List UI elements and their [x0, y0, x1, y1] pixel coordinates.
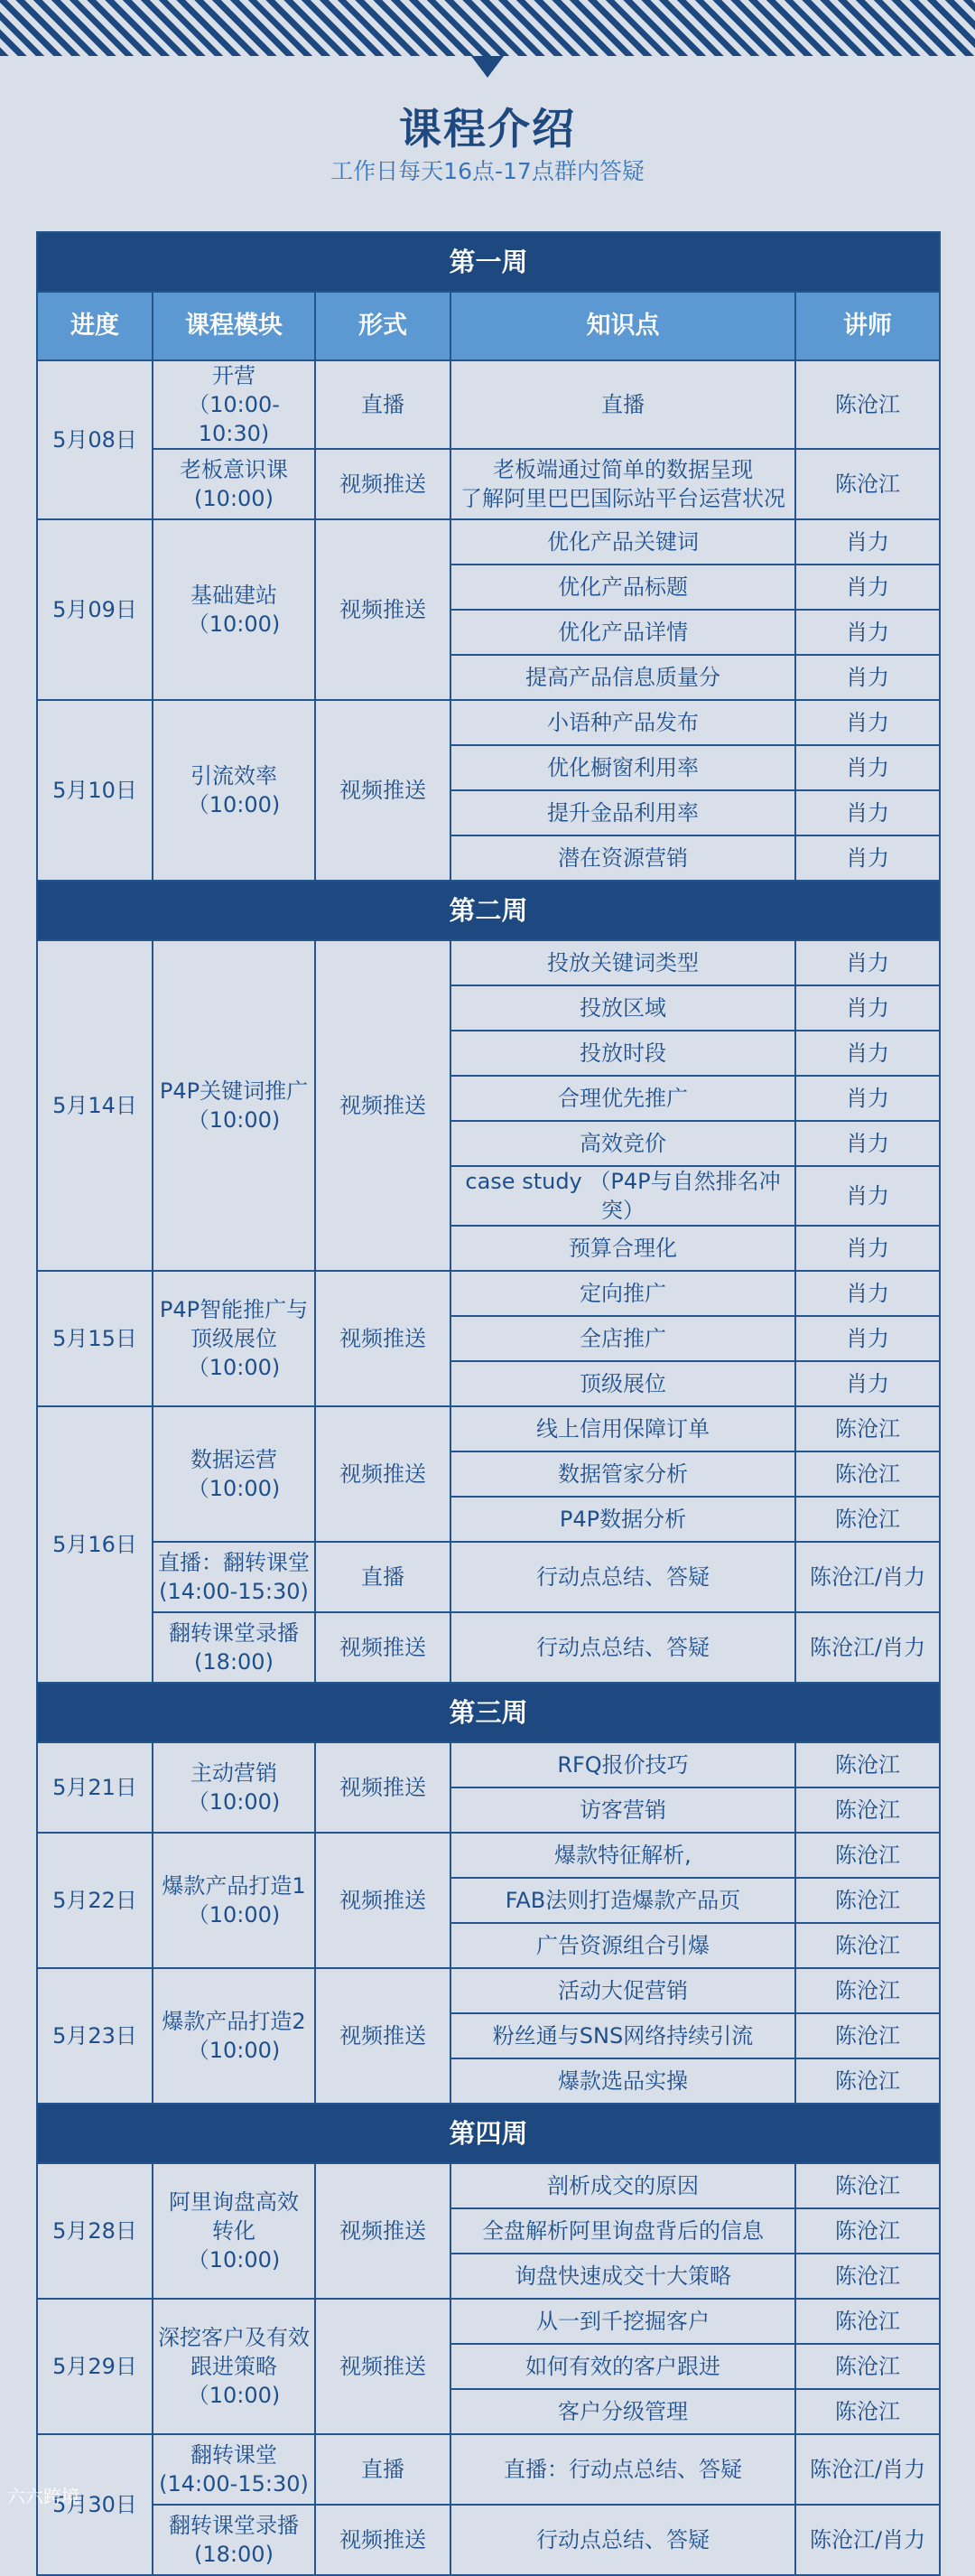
teacher-cell: 陈沧江 [795, 1923, 940, 1968]
knowledge-point-cell: 访客营销 [450, 1787, 795, 1833]
format-cell: 视频推送 [315, 1968, 450, 2104]
module-cell: P4P智能推广与 顶级展位 （10:00) [153, 1271, 315, 1406]
knowledge-point-cell: 老板端通过简单的数据呈现 了解阿里巴巴国际站平台运营状况 [450, 449, 795, 519]
page-title: 课程介绍 [399, 105, 576, 154]
knowledge-point-cell: 提升金品利用率 [450, 790, 795, 835]
knowledge-point-cell: 如何有效的客户跟进 [450, 2344, 795, 2389]
column-header: 讲师 [795, 292, 940, 360]
teacher-cell: 陈沧江/肖力 [795, 2505, 940, 2575]
date-cell: 5月23日 [37, 1968, 153, 2104]
knowledge-point-cell: 爆款特征解析, [450, 1833, 795, 1878]
teacher-cell: 陈沧江 [795, 449, 940, 519]
knowledge-point-cell: 全盘解析阿里询盘背后的信息 [450, 2208, 795, 2254]
knowledge-point-cell: 优化产品详情 [450, 610, 795, 655]
knowledge-point-cell: case study （P4P与自然排名冲突） [450, 1166, 795, 1226]
knowledge-point-cell: 定向推广 [450, 1271, 795, 1316]
knowledge-point-cell: FAB法则打造爆款产品页 [450, 1878, 795, 1923]
column-header: 形式 [315, 292, 450, 360]
teacher-cell: 陈沧江 [795, 2344, 940, 2389]
format-cell: 视频推送 [315, 1833, 450, 1968]
table-row [37, 1612, 940, 1683]
knowledge-point-cell: 小语种产品发布 [450, 700, 795, 745]
format-cell: 直播 [315, 1542, 450, 1612]
teacher-cell: 肖力 [795, 1226, 940, 1271]
table-row [37, 1542, 940, 1612]
knowledge-point-cell: 行动点总结、答疑 [450, 1612, 795, 1683]
week-row [37, 2104, 940, 2163]
table-row [37, 1742, 940, 1787]
date-cell: 5月15日 [37, 1271, 153, 1406]
date-cell: 5月08日 [37, 360, 153, 519]
module-cell: 翻转课堂 (14:00-15:30) [153, 2434, 315, 2505]
table-row [37, 519, 940, 565]
module-cell: 基础建站 （10:00) [153, 519, 315, 700]
teacher-cell: 陈沧江 [795, 360, 940, 449]
format-cell: 视频推送 [315, 2163, 450, 2299]
module-cell: 深挖客户及有效 跟进策略 （10:00) [153, 2299, 315, 2434]
date-cell: 5月16日 [37, 1406, 153, 1683]
knowledge-point-cell: 优化产品标题 [450, 565, 795, 610]
schedule-body [37, 232, 940, 2575]
page-subtitle: 工作日每天16点-17点群内答疑 [330, 158, 645, 184]
format-cell: 直播 [315, 2434, 450, 2505]
teacher-cell: 肖力 [795, 519, 940, 565]
teacher-cell: 陈沧江 [795, 2208, 940, 2254]
knowledge-point-cell: 投放区域 [450, 985, 795, 1031]
knowledge-point-cell: 客户分级管理 [450, 2389, 795, 2434]
format-cell: 视频推送 [315, 519, 450, 700]
teacher-cell: 肖力 [795, 610, 940, 655]
knowledge-point-cell: 直播：行动点总结、答疑 [450, 2434, 795, 2505]
format-cell: 视频推送 [315, 2299, 450, 2434]
date-cell: 5月09日 [37, 519, 153, 700]
module-cell: 老板意识课 (10:00) [153, 449, 315, 519]
knowledge-point-cell: 高效竞价 [450, 1121, 795, 1166]
knowledge-point-cell: 提高产品信息质量分 [450, 655, 795, 700]
knowledge-point-cell: 广告资源组合引爆 [450, 1923, 795, 1968]
watermark: 六六跨境 [7, 2486, 79, 2507]
knowledge-point-cell: P4P数据分析 [450, 1497, 795, 1542]
format-cell: 视频推送 [315, 449, 450, 519]
format-cell: 视频推送 [315, 1271, 450, 1406]
table-row [37, 2163, 940, 2208]
decorative-stripe-bar [0, 0, 975, 56]
knowledge-point-cell: 全店推广 [450, 1316, 795, 1361]
date-cell: 5月21日 [37, 1742, 153, 1833]
knowledge-point-cell: 优化橱窗利用率 [450, 745, 795, 790]
module-cell: 翻转课堂录播 (18:00) [153, 1612, 315, 1683]
date-cell: 5月30日 [37, 2434, 153, 2575]
table-row [37, 2299, 940, 2344]
week-label: 第二周 [37, 881, 940, 940]
date-cell: 5月14日 [37, 940, 153, 1271]
date-cell: 5月10日 [37, 700, 153, 881]
format-cell: 视频推送 [315, 940, 450, 1271]
teacher-cell: 肖力 [795, 1361, 940, 1406]
table-row [37, 1406, 940, 1451]
knowledge-point-cell: 潜在资源营销 [450, 835, 795, 881]
format-cell: 视频推送 [315, 700, 450, 881]
module-cell: 直播：翻转课堂 (14:00-15:30) [153, 1542, 315, 1612]
teacher-cell: 陈沧江 [795, 1787, 940, 1833]
module-cell: P4P关键词推广 （10:00) [153, 940, 315, 1271]
knowledge-point-cell: 合理优先推广 [450, 1076, 795, 1121]
knowledge-point-cell: 从一到千挖掘客户 [450, 2299, 795, 2344]
knowledge-point-cell: 预算合理化 [450, 1226, 795, 1271]
format-cell: 视频推送 [315, 1612, 450, 1683]
format-cell: 视频推送 [315, 1406, 450, 1542]
teacher-cell: 陈沧江 [795, 1497, 940, 1542]
teacher-cell: 肖力 [795, 985, 940, 1031]
teacher-cell: 肖力 [795, 655, 940, 700]
teacher-cell: 陈沧江 [795, 1742, 940, 1787]
knowledge-point-cell: 数据管家分析 [450, 1451, 795, 1497]
teacher-cell: 肖力 [795, 790, 940, 835]
table-row [37, 940, 940, 985]
knowledge-point-cell: 行动点总结、答疑 [450, 2505, 795, 2575]
table-row [37, 2505, 940, 2575]
triangle-notch-icon [471, 56, 504, 78]
teacher-cell: 肖力 [795, 1271, 940, 1316]
teacher-cell: 陈沧江 [795, 2389, 940, 2434]
format-cell: 直播 [315, 360, 450, 449]
knowledge-point-cell: 询盘快速成交十大策略 [450, 2254, 795, 2299]
table-row [37, 1968, 940, 2013]
teacher-cell: 陈沧江 [795, 2058, 940, 2104]
knowledge-point-cell: 投放关键词类型 [450, 940, 795, 985]
teacher-cell: 陈沧江 [795, 1968, 940, 2013]
knowledge-point-cell: 线上信用保障订单 [450, 1406, 795, 1451]
teacher-cell: 陈沧江 [795, 2299, 940, 2344]
teacher-cell: 肖力 [795, 1316, 940, 1361]
module-cell: 引流效率 （10:00) [153, 700, 315, 881]
knowledge-point-cell: 优化产品关键词 [450, 519, 795, 565]
teacher-cell: 肖力 [795, 1121, 940, 1166]
knowledge-point-cell: 行动点总结、答疑 [450, 1542, 795, 1612]
knowledge-point-cell: 顶级展位 [450, 1361, 795, 1406]
teacher-cell: 陈沧江 [795, 2254, 940, 2299]
column-header: 课程模块 [153, 292, 315, 360]
teacher-cell: 肖力 [795, 835, 940, 881]
teacher-cell: 陈沧江 [795, 1833, 940, 1878]
module-cell: 翻转课堂录播 (18:00) [153, 2505, 315, 2575]
teacher-cell: 肖力 [795, 1076, 940, 1121]
date-cell: 5月22日 [37, 1833, 153, 1968]
teacher-cell: 陈沧江 [795, 1406, 940, 1451]
date-cell: 5月28日 [37, 2163, 153, 2299]
table-row [37, 1271, 940, 1316]
module-cell: 阿里询盘高效 转化 （10:00) [153, 2163, 315, 2299]
module-cell: 开营 （10:00-10:30) [153, 360, 315, 449]
table-row [37, 700, 940, 745]
week-row [37, 1683, 940, 1742]
week-label: 第四周 [37, 2104, 940, 2163]
format-cell: 视频推送 [315, 2505, 450, 2575]
teacher-cell: 陈沧江 [795, 1451, 940, 1497]
knowledge-point-cell: 投放时段 [450, 1031, 795, 1076]
week-row [37, 232, 940, 292]
teacher-cell: 肖力 [795, 1166, 940, 1226]
table-row [37, 449, 940, 519]
module-cell: 爆款产品打造2 （10:00) [153, 1968, 315, 2104]
teacher-cell: 陈沧江/肖力 [795, 1542, 940, 1612]
knowledge-point-cell: 粉丝通与SNS网络持续引流 [450, 2013, 795, 2058]
teacher-cell: 肖力 [795, 745, 940, 790]
table-row [37, 360, 940, 449]
module-cell: 数据运营 （10:00) [153, 1406, 315, 1542]
teacher-cell: 陈沧江 [795, 1878, 940, 1923]
date-cell: 5月29日 [37, 2299, 153, 2434]
knowledge-point-cell: 直播 [450, 360, 795, 449]
course-schedule-table [36, 231, 941, 2576]
format-cell: 视频推送 [315, 1742, 450, 1833]
week-row [37, 881, 940, 940]
teacher-cell: 肖力 [795, 940, 940, 985]
week-label: 第三周 [37, 1683, 940, 1742]
teacher-cell: 陈沧江 [795, 2013, 940, 2058]
teacher-cell: 陈沧江/肖力 [795, 2434, 940, 2505]
teacher-cell: 肖力 [795, 1031, 940, 1076]
knowledge-point-cell: 剖析成交的原因 [450, 2163, 795, 2208]
teacher-cell: 肖力 [795, 700, 940, 745]
week-label: 第一周 [37, 232, 940, 292]
table-header-row [37, 292, 940, 360]
module-cell: 主动营销 （10:00) [153, 1742, 315, 1833]
column-header: 知识点 [450, 292, 795, 360]
column-header: 进度 [37, 292, 153, 360]
teacher-cell: 肖力 [795, 565, 940, 610]
table-row [37, 2434, 940, 2505]
knowledge-point-cell: 爆款选品实操 [450, 2058, 795, 2104]
teacher-cell: 陈沧江/肖力 [795, 1612, 940, 1683]
knowledge-point-cell: 活动大促营销 [450, 1968, 795, 2013]
teacher-cell: 陈沧江 [795, 2163, 940, 2208]
table-row [37, 1833, 940, 1878]
knowledge-point-cell: RFQ报价技巧 [450, 1742, 795, 1787]
module-cell: 爆款产品打造1 （10:00) [153, 1833, 315, 1968]
